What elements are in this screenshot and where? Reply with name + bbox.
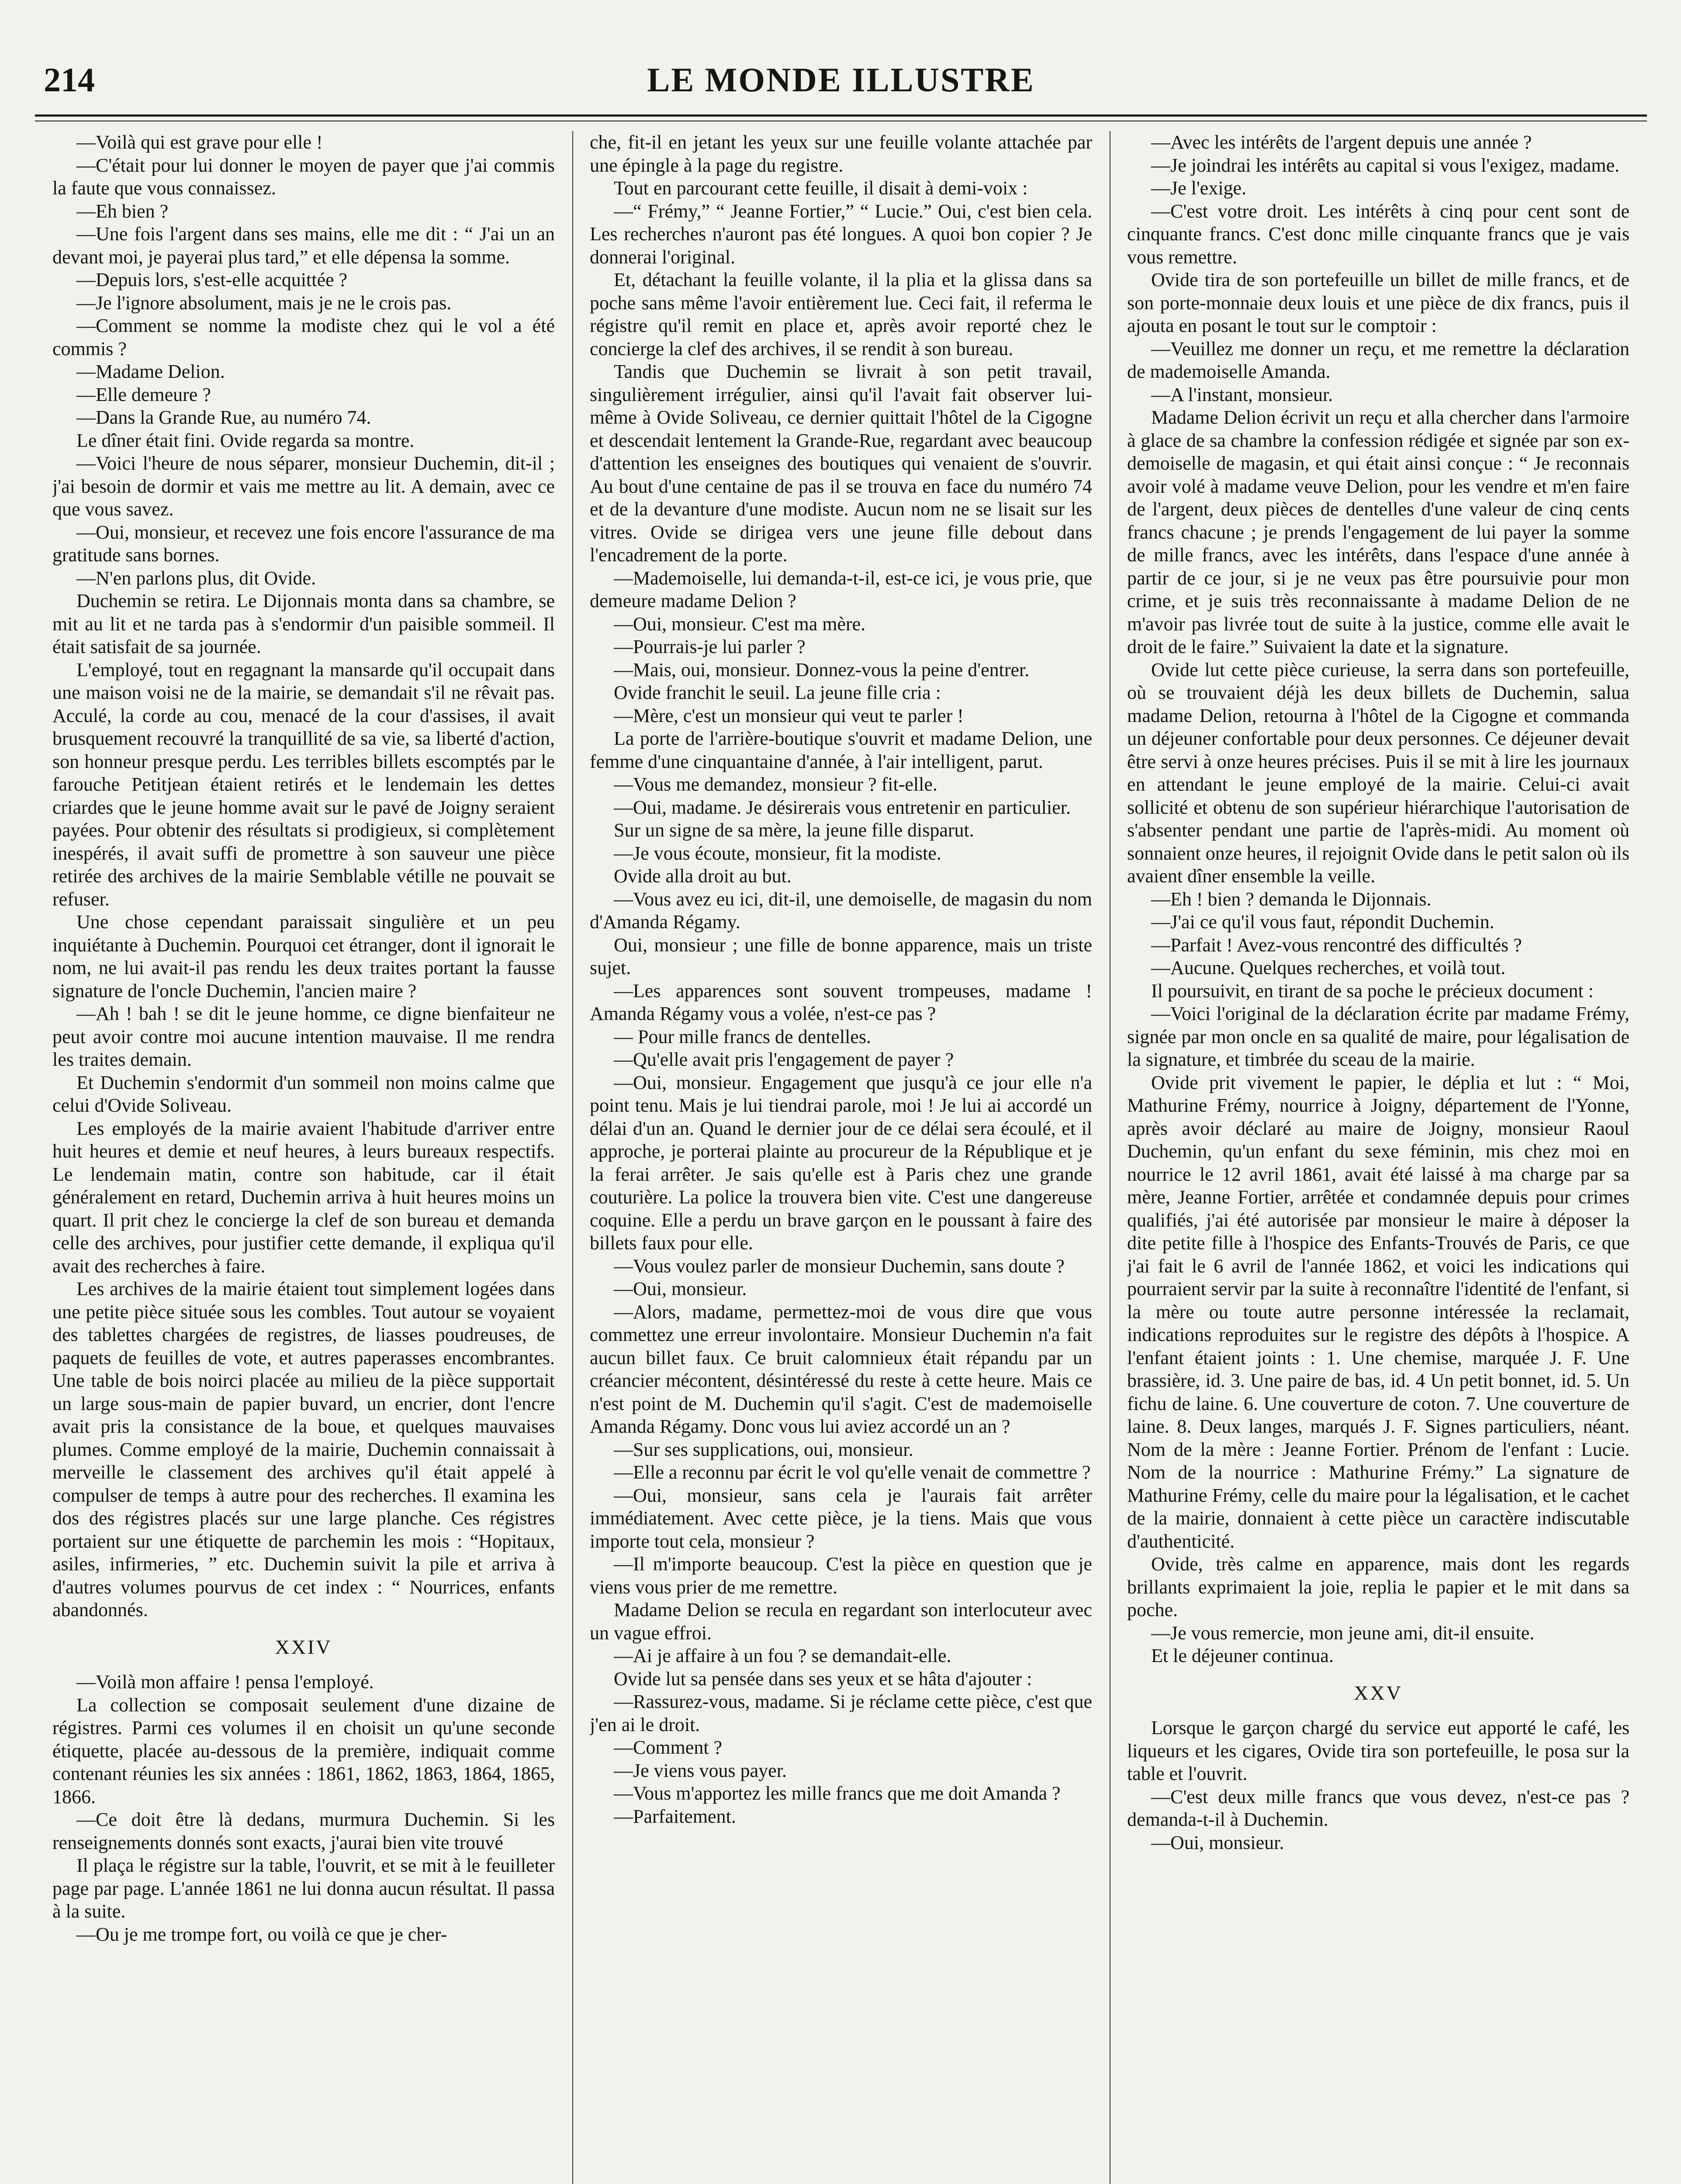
- paragraph: Ovide prit vivement le papier, le déplia et lut : “ Moi, Mathurine Frémy, nourrice à Joigny, département de l'Yonne, après avoir déclaré au maire de Joigny, monsieur Raoul Duchemin, qu'un enfant du sexe féminin, mis chez moi en nourrice le 12 avril 1861, avait été laissé à ma charge par sa mère, Jeanne Fortier, arrêtée et condamnée depuis pour crimes qualifiés, j'ai été autorisée par monsieur le maire à déposer la dite petite fille à l'hospice des Enfants-Trouvés de Paris, ce que j'ai fait le 6 avril de l'année 1862, et voici les indications qui pourraient servir par la suite à reconnaître l'identité de l'enfant, si la mère ou toute autre personne intéressée la reclamait, indications reproduites sur le registre des dépôts à l'hospice. A l'enfant étaient joints : 1. Une chemise, marquée J. F. Une brassière, id. 3. Une paire de bas, id. 4 Un petit bonnet, id. 5. Un fichu de laine. 6. Une couverture de coton. 7. Une couverture de laine. 8. Deux langes, marqués J. F. Signes particuliers, néant. Nom de la mère : Jeanne Fortier. Prénom de l'enfant : Lucie. Nom de la nourrice : Mathurine Frémy.” La signature de Mathurine Frémy, celle du maire pour la légalisation, et le cachet de la mairie, donnaient à cette pièce un caractère indiscutable d'authenticité.: [1127, 1071, 1629, 1552]
- paragraph: Ovide lut cette pièce curieuse, la serra dans son portefeuille, où se trouvaient déjà les deux billets de Duchemin, salua madame Delion, retourna à l'hôtel de la Cigogne et commanda un déjeuner confortable pour deux personnes. Ce déjeuner devait être servi à onze heures précises. Puis il se mit à lire les journaux en attendant le jeune employé de la mairie. Celui-ci avait sollicité et obtenu de son supérieur hiérarchique l'autorisation de s'absenter pendant une partie de l'après-midi. Au moment où sonnaient onze heures, il rejoignit Ovide dans le petit salon où ils avaient dîner ensemble la veille.: [1127, 659, 1629, 887]
- paragraph: Ovide lut sa pensée dans ses yeux et se hâta d'ajouter :: [614, 1668, 1032, 1690]
- paragraph: —Oui, monsieur, et recevez une fois encore l'assurance de ma gratitude sans bornes.: [52, 521, 555, 566]
- chapter-heading: XXIV: [275, 1635, 332, 1658]
- paragraph: —Oui, madame. Je désirerais vous entretenir en particulier.: [614, 796, 1071, 818]
- paragraph: —Rassurez-vous, madame. Si je réclame cette pièce, c'est que j'en ai le droit.: [590, 1691, 1092, 1735]
- chapter-heading: XXV: [1354, 1681, 1403, 1704]
- paragraph: Lorsque le garçon chargé du service eut apporté le café, les liqueurs et les cigares, Ovide tira son portefeuille, le posa sur la table et l'ouvrit.: [1127, 1717, 1629, 1784]
- paragraph: —“ Frémy,” “ Jeanne Fortier,” “ Lucie.” Oui, c'est bien cela. Les recherches n'auront pas été longues. A quoi bon copier ? Je donnerai l'original.: [590, 200, 1092, 268]
- paragraph: —Il m'importe beaucoup. C'est la pièce en question que je viens vous prier de me remettre.: [590, 1553, 1092, 1598]
- column-divider: [572, 131, 573, 2184]
- paragraph: —Voilà mon affaire ! pensa l'employé.: [76, 1671, 374, 1693]
- paragraph: —Je joindrai les intérêts au capital si vous l'exigez, madame.: [1151, 154, 1620, 176]
- paragraph: —Eh bien ?: [76, 200, 169, 222]
- paragraph: —C'était pour lui donner le moyen de payer que j'ai commis la faute que vous connaissez.: [52, 154, 555, 199]
- paragraph: Duchemin se retira. Le Dijonnais monta dans sa chambre, se mit au lit et ne tarda pas à s'endormir d'un paisible sommeil. Il était satisfait de sa journée.: [52, 590, 555, 657]
- paragraph: —Madame Delion.: [76, 361, 225, 382]
- paragraph: Ovide franchit le seuil. La jeune fille cria :: [614, 682, 941, 703]
- paragraph: Il plaça le régistre sur la table, l'ouvrit, et se mit à le feuilleter page par page. L'année 1861 ne lui donna aucun résultat. Il passa à la suite.: [52, 1855, 555, 1922]
- paragraph: —Les apparences sont souvent trompeuses, madame ! Amanda Régamy vous a volée, n'est-ce pas ?: [590, 980, 1092, 1024]
- paragraph: —Eh ! bien ? demanda le Dijonnais.: [1151, 888, 1432, 910]
- paragraph: —C'est votre droit. Les intérêts à cinq pour cent sont de cinquante francs. C'est donc mille cinquante francs que je vais vous remettre.: [1127, 200, 1629, 268]
- header-rule: [35, 114, 1647, 117]
- paragraph: Les archives de la mairie étaient tout simplement logées dans une petite pièce située sous les combles. Tout autour se voyaient des tablettes chargées de registres, de liasses poudreuses, de paquets de feuilles de vote, et autres paperasses encombrantes. Une table de bois noirci placée au milieu de la pièce supportait un large sous-main de papier buvard, un encrier, dont l'encre avait pris la consistance de la boue, et quelques mauvaises plumes. Comme employé de la mairie, Duchemin connaissait à merveille le classement des archives qu'il était appelé à compulser de temps à autre pour des recherches. Il examina les dos des régistres placés sur une large planche. Ces régistres portaient sur une étiquette de parchemin les mois : “Hopitaux, asiles, infirmeries, ” etc. Duchemin suivit la pile et arriva à d'autres volumes pourvus de cet index : “ Nourrices, enfants abandonnés.: [52, 1278, 555, 1621]
- paragraph: —Elle a reconnu par écrit le vol qu'elle venait de commettre ?: [614, 1462, 1091, 1483]
- paragraph: —Qu'elle avait pris l'engagement de payer ?: [614, 1049, 954, 1070]
- paragraph: —Avec les intérêts de l'argent depuis une année ?: [1151, 131, 1532, 153]
- paragraph: Ovide, très calme en apparence, mais dont les regards brillants exprimaient la joie, replia le papier et le mit dans sa poche.: [1127, 1553, 1629, 1621]
- paragraph: La porte de l'arrière-boutique s'ouvrit et madame Delion, une femme d'une cinquantaine d'année, à l'air intelligent, parut.: [590, 728, 1092, 772]
- column-2: [590, 131, 1092, 2184]
- paragraph: —Oui, monsieur. C'est ma mère.: [614, 613, 866, 635]
- paragraph: —Je l'exige.: [1151, 177, 1247, 199]
- page-header: [35, 52, 1647, 114]
- paragraph: Oui, monsieur ; une fille de bonne apparence, mais un triste sujet.: [590, 934, 1092, 978]
- paragraph: —Je viens vous payer.: [614, 1759, 787, 1781]
- paragraph: —C'est deux mille francs que vous devez, n'est-ce pas ? demanda-t-il à Duchemin.: [1127, 1786, 1629, 1830]
- paragraph: Sur un signe de sa mère, la jeune fille disparut.: [614, 819, 974, 841]
- paragraph: Les employés de la mairie avaient l'habitude d'arriver entre huit heures et demie et neuf heures, à leurs bureaux respectifs. Le lendemain matin, contre son habitude, car il était généralement en retard, Duchemin arriva à huit heures moins un quart. Il prit chez le concierge la clef de son bureau et demanda celle des archives, pour justifier cette demande, il expliqua qu'il avait des recherches à faire.: [52, 1117, 555, 1277]
- paragraph: Le dîner était fini. Ovide regarda sa montre.: [76, 429, 415, 451]
- paragraph: —Elle demeure ?: [76, 384, 211, 405]
- paragraph: che, fit-il en jetant les yeux sur une feuille volante attachée par une épingle à la page du registre.: [590, 131, 1092, 176]
- paragraph: —Voilà qui est grave pour elle !: [76, 131, 323, 153]
- paragraph: —Ce doit être là dedans, murmura Duchemin. Si les renseignements donnés sont exacts, j'aurai bien vite trouvé: [52, 1809, 555, 1853]
- paragraph: —A l'instant, monsieur.: [1151, 384, 1333, 405]
- paragraph: — Pour mille francs de dentelles.: [614, 1026, 871, 1047]
- paragraph: —Parfait ! Avez-vous rencontré des difficultés ?: [1151, 934, 1522, 956]
- paragraph: —Depuis lors, s'est-elle acquittée ?: [76, 269, 348, 290]
- paragraph: —J'ai ce qu'il vous faut, répondit Duchemin.: [1151, 911, 1494, 933]
- paragraph: —Ai je affaire à un fou ? se demandait-elle.: [614, 1645, 951, 1666]
- paragraph: —Dans la Grande Rue, au numéro 74.: [76, 407, 371, 428]
- paragraph: —Comment se nomme la modiste chez qui le vol a été commis ?: [52, 315, 555, 359]
- paragraph: —Mère, c'est un monsieur qui veut te parler !: [614, 705, 964, 726]
- paragraph: —Je l'ignore absolument, mais je ne le crois pas.: [76, 292, 452, 314]
- paragraph: —Pourrais-je lui parler ?: [614, 636, 806, 657]
- paragraph: Ovide alla droit au but.: [614, 865, 792, 887]
- paragraph: —Mais, oui, monsieur. Donnez-vous la peine d'entrer.: [614, 659, 1030, 681]
- paragraph: —Veuillez me donner un reçu, et me remettre la déclaration de mademoiselle Amanda.: [1127, 338, 1629, 382]
- paragraph: —Une fois l'argent dans ses mains, elle me dit : “ J'ai un an devant moi, je payerai plus tard,” et elle dépensa la somme.: [52, 223, 555, 268]
- paragraph: Et le déjeuner continua.: [1151, 1645, 1334, 1666]
- paragraph: —Vous me demandez, monsieur ? fit-elle.: [614, 774, 937, 795]
- paragraph: —Oui, monsieur.: [1151, 1832, 1284, 1853]
- paragraph: Une chose cependant paraissait singulière et un peu inquiétante à Duchemin. Pourquoi cet étranger, dont il ignorait le nom, ne lui avait-il pas rendu les deux traites portant la fausse signature de l'oncle Duchemin, l'ancien maire ?: [52, 911, 555, 1002]
- page-number: 214: [44, 61, 95, 99]
- paragraph: La collection se composait seulement d'une dizaine de régistres. Parmi ces volumes il en choisit un qu'une seconde étiquette, placée au-dessous de la première, indiquait comme contenant réunies les six années : 1861, 1862, 1863, 1864, 1865, 1866.: [52, 1694, 555, 1807]
- paragraph: Ovide tira de son portefeuille un billet de mille francs, et de son porte-monnaie deux louis et une pièce de dix francs, puis il ajouta en posant le tout sur le comptoir :: [1127, 269, 1629, 336]
- paragraph: Et, détachant la feuille volante, il la plia et la glissa dans sa poche sans même l'avoir entièrement lue. Ceci fait, il referma le régistre qu'il remit en place et, après avoir reporté chez le concierge la clef des archives, il se rendit à son bureau.: [590, 269, 1092, 359]
- article-columns: [52, 131, 1629, 2184]
- paragraph: —Je vous remercie, mon jeune ami, dit-il ensuite.: [1151, 1622, 1535, 1644]
- paragraph: —Vous avez eu ici, dit-il, une demoiselle, de magasin du nom d'Amanda Régamy.: [590, 888, 1092, 933]
- paragraph: —Oui, monsieur, sans cela je l'aurais fait arrêter immédiatement. Avec cette pièce, je la tiens. Mais que vous importe tout cela, monsieur ?: [590, 1484, 1092, 1552]
- paragraph: —Alors, madame, permettez-moi de vous dire que vous commettez une erreur involontaire. Monsieur Duchemin n'a fait aucun billet faux. Ce bruit calomnieux était répandu par un créancier mécontent, désintéressé du reste à cette heure. Mais ce n'est point de M. Duchemin qu'il s'agit. C'est de mademoiselle Amanda Régamy. Donc vous lui aviez accordé un an ?: [590, 1301, 1092, 1437]
- column-1: [52, 131, 555, 2184]
- paragraph: Tandis que Duchemin se livrait à son petit travail, singulièrement irrégulier, ainsi qu'il l'avait fait observer lui-même à Ovide Soliveau, ce dernier quittait l'hôtel de la Cigogne et descendait lentement la Grande-Rue, regardant avec beaucoup d'attention les enseignes des boutiques qui venaient de s'ouvrir. Au bout d'une centaine de pas il se trouva en face du numéro 74 et de la devanture d'une modiste. Aucun nom ne se lisait sur les vitres. Ovide se dirigea vers une jeune fille debout dans l'encadrement de la porte.: [590, 361, 1092, 566]
- paragraph: —Ou je me trompe fort, ou voilà ce que je cher-: [76, 1923, 447, 1945]
- paragraph: —Voici l'heure de nous séparer, monsieur Duchemin, dit-il ; j'ai besoin de dormir et vais me mettre au lit. A demain, avec ce que vous savez.: [52, 453, 555, 520]
- paragraph: —Oui, monsieur. Engagement que jusqu'à ce jour elle n'a point tenu. Mais je lui tiendrai parole, moi ! Je lui ai accordé un délai d'un an. Quand le dernier jour de ce délai sera écoulé, et il approche, je porterai plainte au procureur de la République et je la ferai arrêter. Je sais qu'elle est à Paris chez une grande couturière. La police la trouvera bien vite. C'est une dangereuse coquine. Elle a perdu un brave garçon en le poussant à faire des billets faux pour elle.: [590, 1071, 1092, 1254]
- paragraph: —N'en parlons plus, dit Ovide.: [76, 567, 316, 589]
- paragraph: Tout en parcourant cette feuille, il disait à demi-voix :: [614, 177, 1028, 199]
- paragraph: —Sur ses supplications, oui, monsieur.: [614, 1438, 913, 1460]
- paragraph: —Mademoiselle, lui demanda-t-il, est-ce ici, je vous prie, que demeure madame Delion ?: [590, 567, 1092, 612]
- paragraph: —Oui, monsieur.: [614, 1278, 747, 1299]
- paragraph: —Voici l'original de la déclaration écrite par madame Frémy, signée par mon oncle en sa qualité de maire, pour légalisation de la signature, et timbrée du sceau de la mairie.: [1127, 1003, 1629, 1070]
- paragraph: —Vous m'apportez les mille francs que me doit Amanda ?: [614, 1783, 1061, 1804]
- publication-title: LE MONDE ILLUSTRE: [647, 61, 1035, 99]
- paragraph: —Parfaitement.: [614, 1805, 736, 1827]
- paragraph: —Vous voulez parler de monsieur Duchemin, sans doute ?: [614, 1255, 1065, 1277]
- paragraph: Madame Delion se recula en regardant son interlocuteur avec un vague effroi.: [590, 1599, 1092, 1644]
- paragraph: —Comment ?: [614, 1737, 723, 1758]
- paragraph: —Ah ! bah ! se dit le jeune homme, ce digne bienfaiteur ne peut avoir contre moi aucune intention mauvaise. Il me rendra les traites demain.: [52, 1003, 555, 1070]
- paragraph: —Je vous écoute, monsieur, fit la modiste.: [614, 842, 941, 864]
- paragraph: Et Duchemin s'endormit d'un sommeil non moins calme que celui d'Ovide Soliveau.: [52, 1071, 555, 1116]
- paragraph: L'employé, tout en regagnant la mansarde qu'il occupait dans une maison voisi ne de la mairie, se demandait s'il ne rêvait pas. Acculé, la corde au cou, menacé de la cour d'assises, il avait brusquement recouvré la tranquillité de sa vie, sa liberté d'action, son honneur presque perdu. Les terribles billets escomptés par le farouche Petitjean étaient retirés et le lendemain les dettes criardes que le jeune homme avait sur le pavé de Joigny seraient payées. Pour obtenir des résultats si prodigieux, si complètement inespérés, il avait suffi de promettre à son sauveur une pièce retirée des archives de la mairie Semblable vétille ne pouvait se refuser.: [52, 659, 555, 910]
- paragraph: Il poursuivit, en tirant de sa poche le précieux document :: [1151, 980, 1594, 1002]
- paragraph: Madame Delion écrivit un reçu et alla chercher dans l'armoire à glace de sa chambre la confession rédigée et signée par son ex-demoiselle de magasin, et qui était ainsi conçue : “ Je reconnais avoir volé à madame veuve Delion, pour les vendre et m'en faire de l'argent, deux pièces de dentelles d'une valeur de cinq cents francs chacune ; je prends l'engagement de lui payer la somme de mille francs, avec les intérêts, dans l'espace d'une année à partir de ce jour, si je ne veux pas être poursuivie pour mon crime, et je suis très reconnaissante à madame Delion de ne m'avoir pas livrée tout de suite à la justice, comme elle avait le droit de le faire.” Suivaient la date et la signature.: [1127, 407, 1629, 657]
- column-3: [1127, 131, 1629, 2184]
- paragraph: —Aucune. Quelques recherches, et voilà tout.: [1151, 957, 1506, 978]
